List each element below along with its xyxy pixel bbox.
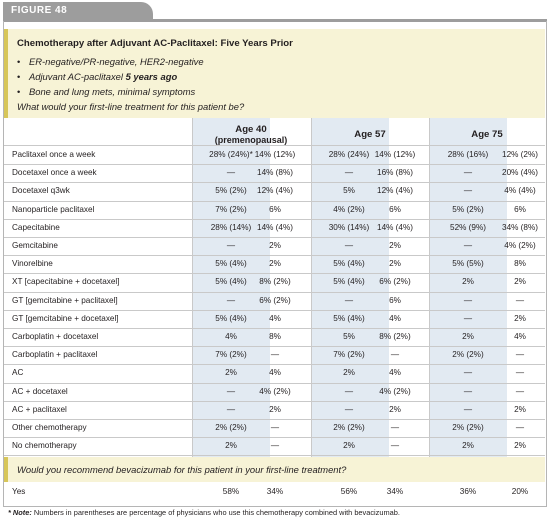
cell: 2% <box>462 441 474 451</box>
row-label: Carboplatin + paclitaxel <box>12 350 98 360</box>
table-row <box>4 201 545 220</box>
cell: 7% (2%) <box>333 350 365 360</box>
row-label: GT [gemcitabine + paclitaxel] <box>12 295 118 305</box>
table-row <box>4 401 545 420</box>
figure-label: FIGURE 48 <box>11 5 68 16</box>
table-row <box>4 346 545 365</box>
cell: 20% (4%) <box>502 168 538 178</box>
table-row <box>4 292 545 311</box>
cell: — <box>515 423 525 432</box>
header-age40: Age 40 (premenopausal) <box>192 124 310 151</box>
cell: 5% (4%) <box>215 259 247 269</box>
case-bullet: • Adjuvant AC-paclitaxel 5 years ago <box>17 71 178 82</box>
table-row <box>4 419 545 438</box>
cell: 5% (4%) <box>215 313 247 323</box>
cell: 2% <box>269 241 281 250</box>
cell: 2% <box>462 332 474 341</box>
cell: 2% <box>225 368 237 378</box>
cell: 12% (4%) <box>377 186 413 196</box>
cell: — <box>270 423 280 432</box>
cell: — <box>463 386 473 396</box>
cell: — <box>515 350 525 360</box>
cell: 2% <box>514 404 526 414</box>
cell: 6% (2%) <box>379 277 411 287</box>
case-bullet: • Bone and lung mets, minimal symptoms <box>17 86 196 97</box>
cell: 5% (2%) <box>452 204 484 214</box>
cell: 28% (16%) <box>447 150 489 159</box>
cell: — <box>515 386 525 396</box>
cell: 6% <box>389 295 401 305</box>
row-label: GT [gemcitabine + docetaxel] <box>12 313 119 323</box>
row-label: No chemotherapy <box>12 441 77 451</box>
cell: — <box>463 241 473 250</box>
cell: 2% <box>225 441 237 451</box>
cell: — <box>390 423 400 432</box>
cell: 2% <box>343 441 355 451</box>
cell: 5% <box>343 332 355 341</box>
cell: 7% (2%) <box>215 204 247 214</box>
cell: 28% (24%)* <box>209 150 253 159</box>
cell: — <box>344 386 354 396</box>
cell: 2% (2%) <box>452 350 484 360</box>
table-row <box>4 383 545 402</box>
cell: 14% (4%) <box>257 222 293 232</box>
footnote: * Note: Numbers in parentheses are percentage of physicians who use this chemotherapy combined with bevacizumab. <box>8 508 400 517</box>
question-prompt: What would your first-line treatment for this patient be? <box>17 101 245 112</box>
cell: 8% <box>514 259 526 269</box>
cell: 12% (2%) <box>502 150 538 159</box>
cell: 5% (4%) <box>333 277 365 287</box>
cell: — <box>463 368 473 378</box>
cell: 7% (2%) <box>215 350 247 360</box>
header-age57: Age 57 <box>354 129 386 140</box>
table-row <box>4 364 545 383</box>
cell: 14% (12%) <box>254 150 296 159</box>
row-label: AC <box>12 368 24 378</box>
cell: 4% <box>269 368 281 378</box>
cell: — <box>515 295 525 305</box>
cell: — <box>226 386 236 396</box>
row-label: Paclitaxel once a week <box>12 150 96 159</box>
cell: 2% <box>343 368 355 378</box>
table-row <box>4 146 545 165</box>
cell: — <box>390 441 400 451</box>
cell: — <box>463 313 473 323</box>
row-label: Docetaxel q3wk <box>12 186 70 196</box>
cell: 58% <box>222 487 240 496</box>
cell: 28% (24%) <box>328 150 370 159</box>
cell: — <box>344 295 354 305</box>
cell: 8% (2%) <box>379 332 411 341</box>
cell: — <box>463 168 473 178</box>
cell: 14% (12%) <box>374 150 416 159</box>
cell: 56% <box>340 487 358 496</box>
accent-bar <box>4 29 8 118</box>
cell: 4% (4%) <box>504 186 536 196</box>
table-row <box>4 310 545 329</box>
row-label: Gemcitabine <box>12 241 58 250</box>
table-row <box>4 219 545 238</box>
row-label: Docetaxel once a week <box>12 168 97 178</box>
cell: 4% (2%) <box>504 241 536 250</box>
cell: 14% (8%) <box>257 168 293 178</box>
cell: 6% (2%) <box>259 295 291 305</box>
cell: 52% (9%) <box>450 222 486 232</box>
cell: 20% <box>511 487 529 496</box>
cell: — <box>344 168 354 178</box>
cell: 36% <box>459 487 477 496</box>
cell: — <box>390 350 400 360</box>
cell: — <box>344 404 354 414</box>
cell: — <box>270 350 280 360</box>
cell: 30% (14%) <box>328 222 370 232</box>
cell: 2% <box>462 277 474 287</box>
question-2-text: Would you recommend bevacizumab for this patient in your first-line treatment? <box>17 464 347 475</box>
cell: — <box>270 441 280 451</box>
cell: 2% <box>269 259 281 269</box>
cell: 5% (5%) <box>452 259 484 269</box>
table-row <box>4 164 545 183</box>
cell: 2% <box>514 441 526 451</box>
row-label: AC + docetaxel <box>12 386 68 396</box>
cell: 28% (14%) <box>210 222 252 232</box>
accent-bar <box>4 457 8 482</box>
cell: 6% <box>269 204 281 214</box>
cell: 34% (8%) <box>502 222 538 232</box>
row-label: Yes <box>12 487 26 496</box>
cell: — <box>515 368 525 378</box>
cell: 16% (8%) <box>377 168 413 178</box>
cell: 2% (2%) <box>215 423 247 432</box>
cell: 6% <box>389 204 401 214</box>
cell: 2% <box>514 277 526 287</box>
cell: 4% <box>514 332 526 341</box>
cell: 2% <box>514 313 526 323</box>
question-box-2 <box>4 457 545 482</box>
row-label: XT [capecitabine + docetaxel] <box>12 277 120 287</box>
cell: 2% <box>269 404 281 414</box>
cell: 34% <box>386 487 404 496</box>
cell: 2% <box>389 404 401 414</box>
cell: — <box>344 241 354 250</box>
table-row <box>4 237 545 256</box>
cell: 2% (2%) <box>333 423 365 432</box>
cell: 2% <box>389 241 401 250</box>
cell: 4% <box>269 313 281 323</box>
row-label: Vinorelbine <box>12 259 53 269</box>
cell: 4% <box>389 368 401 378</box>
row-label: Carboplatin + docetaxel <box>12 332 99 341</box>
cell: — <box>226 295 236 305</box>
table-row <box>4 437 545 456</box>
cell: 4% (2%) <box>379 386 411 396</box>
cell: 4% (2%) <box>333 204 365 214</box>
row-label: AC + paclitaxel <box>12 404 67 414</box>
cell: 8% <box>269 332 281 341</box>
cell: — <box>463 404 473 414</box>
cell: 5% (2%) <box>215 186 247 196</box>
case-bullets <box>17 54 204 99</box>
cell: — <box>226 404 236 414</box>
cell: 12% (4%) <box>257 186 293 196</box>
cell: — <box>463 295 473 305</box>
table-row <box>4 255 545 274</box>
cell: 14% (4%) <box>377 222 413 232</box>
table-row <box>4 182 545 201</box>
cell: 4% <box>389 313 401 323</box>
cell: 2% (2%) <box>452 423 484 432</box>
cell: 4% (2%) <box>259 386 291 396</box>
cell: 8% (2%) <box>259 277 291 287</box>
cell: 5% (4%) <box>333 313 365 323</box>
cell: 5% (4%) <box>333 259 365 269</box>
table-row <box>4 328 545 347</box>
figure-tab <box>3 2 153 20</box>
row-label: Nanoparticle paclitaxel <box>12 204 95 214</box>
cell: 5% (4%) <box>215 277 247 287</box>
cell: 34% <box>266 487 284 496</box>
case-bullet: • ER-negative/PR-negative, HER2-negative <box>17 56 204 67</box>
cell: 2% <box>389 259 401 269</box>
cell: 6% <box>514 204 526 214</box>
question-title: Chemotherapy after Adjuvant AC-Paclitaxel: Five Years Prior <box>17 38 293 49</box>
cell: — <box>226 168 236 178</box>
row-label: Capecitabine <box>12 222 60 232</box>
cell: — <box>463 186 473 196</box>
table-row <box>4 273 545 292</box>
question-box <box>4 29 545 118</box>
yes-row <box>4 482 545 502</box>
cell: — <box>226 241 236 250</box>
cell: 5% <box>343 186 355 196</box>
header-age40-sub: (premenopausal) <box>214 135 288 145</box>
header-age75: Age 75 <box>471 129 503 140</box>
row-label: Other chemotherapy <box>12 423 87 432</box>
cell: 4% <box>225 332 237 341</box>
